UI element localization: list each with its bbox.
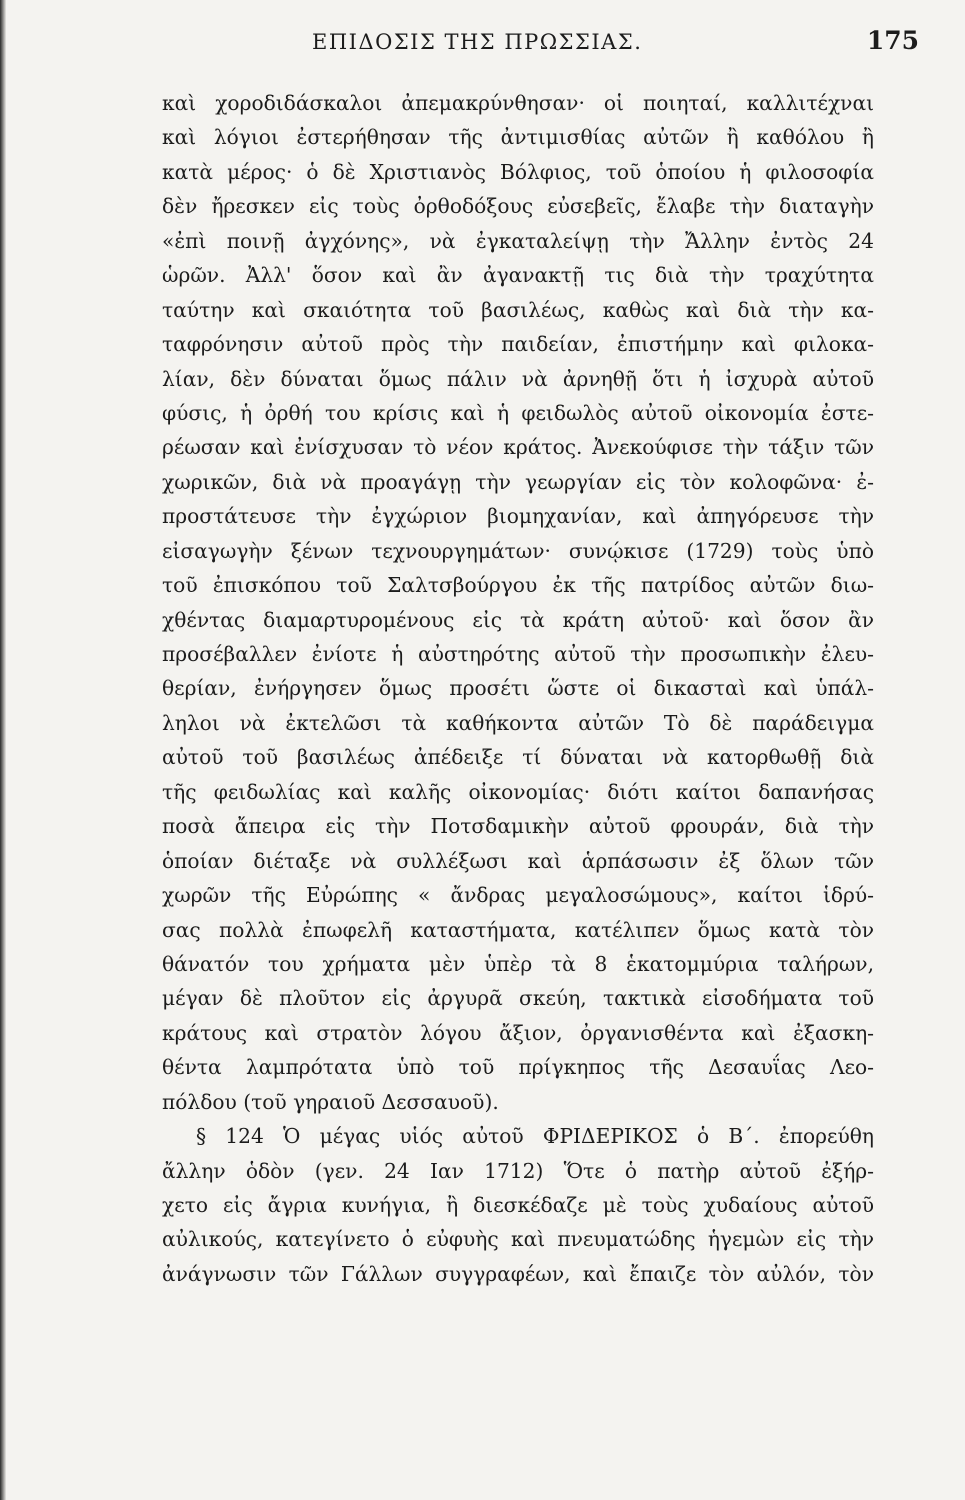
running-head <box>0 26 965 70</box>
text-line: χετο εἰς ἄγρια κυνήγια, ἢ διεσκέδαζε μὲ τοὺς χυδαίους αὐτοῦ <box>162 1193 874 1217</box>
text-line: ποσὰ ἄπειρα εἰς τὴν Ποτσδαμικὴν αὐτοῦ φρουράν, διὰ τὴν <box>162 814 874 839</box>
text-line: εἰσαγωγὴν ξένων τεχνουργημάτων· συνῴκισε (1729) τοὺς ὑπὸ <box>162 538 874 563</box>
text-line: καὶ χοροδιδάσκαλοι ἀπεμακρύνθησαν· οἱ ποιηταί, καλλιτέχναι <box>162 91 874 115</box>
text-line: προστάτευσε τὴν ἐγχώριον βιομηχανίαν, καὶ ἀπηγόρευσε τὴν <box>162 504 874 529</box>
section-heading-line: § 124 Ὁ μέγας υἱός αὐτοῦ ΦΡΙΔΕΡΙΚΟΣ ὁ Β΄. ἐπορεύθη <box>196 1124 874 1149</box>
text-line: θάνατόν του χρήματα μὲν ὑπὲρ τὰ 8 ἑκατομμύρια ταλήρων, <box>162 951 874 976</box>
page-number: 175 <box>866 26 919 55</box>
text-line: κατὰ μέρος· ὁ δὲ Χριστιανὸς Βόλφιος, τοῦ ὁποίου ἡ φιλοσοφία <box>162 159 874 184</box>
text-line: «ἐπὶ ποινῇ ἀγχόνης», νὰ ἐγκαταλείψῃ τὴν Ἄλλην ἐντὸς 24 <box>162 228 874 253</box>
text-line: ρέωσαν καὶ ἐνίσχυσαν τὸ νέον κράτος. Ἀνεκούφισε τὴν τάξιν τῶν <box>162 435 874 460</box>
text-line: τῆς φειδωλίας καὶ καλῆς οἰκονομίας· διότι καίτοι δαπανήσας <box>162 779 874 804</box>
text-line: ὡρῶν. Ἀλλ' ὅσον καὶ ἂν ἀγανακτῇ τις διὰ τὴν τραχύτητα <box>162 263 874 288</box>
text-line: ταύτην καὶ σκαιότητα τοῦ βασιλέως, καθὼς καὶ διὰ τὴν κα- <box>162 297 874 322</box>
text-line: χωρικῶν, διὰ νὰ προαγάγῃ τὴν γεωργίαν εἰς τὸν κολοφῶνα· ἐ- <box>162 469 874 494</box>
text-line: αὐτοῦ τοῦ βασιλέως ἀπέδειξε τί δύναται νὰ κατορθωθῇ διὰ <box>162 745 874 770</box>
text-line: φύσις, ἡ ὀρθή του κρίσις καὶ ἡ φειδωλὸς αὐτοῦ οἰκονομία ἐστε- <box>162 400 874 425</box>
text-line: ταφρόνησιν αὐτοῦ πρὸς τὴν παιδείαν, ἐπιστήμην καὶ φιλοκα- <box>162 332 874 357</box>
text-line: χθέντας διαμαρτυρομένους εἰς τὰ κράτη αὐτοῦ· καὶ ὅσον ἂν <box>162 607 874 632</box>
text-line: δὲν ἤρεσκεν εἰς τοὺς ὀρθοδόξους εὐσεβεῖς, ἔλαβε τὴν διαταγὴν <box>162 194 874 219</box>
text-line: ἄλλην ὁδὸν (γεν. 24 Ιαν 1712) Ὅτε ὁ πατὴρ αὐτοῦ ἐξήρ- <box>162 1158 874 1183</box>
running-head-title: ΕΠΙΔΟΣΙΣ ΤΗΣ ΠΡΩΣΣΙΑΣ. <box>312 30 643 54</box>
text-line: ἀνάγνωσιν τῶν Γάλλων συγγραφέων, καὶ ἔπαιζε τὸν αὐλόν, τὸν <box>162 1261 874 1286</box>
text-line: τοῦ ἐπισκόπου τοῦ Σαλτσβούργου ἐκ τῆς πατρίδος αὐτῶν διω- <box>162 573 874 598</box>
body-text <box>162 86 874 1291</box>
text-line: αὐλικούς, κατεγίνετο ὁ εὐφυὴς καὶ πνευματώδης ἡγεμὼν εἰς τὴν <box>162 1227 874 1252</box>
text-line: σας πολλὰ ἐπωφελῆ καταστήματα, κατέλιπεν ὅμως κατὰ τὸν <box>162 917 874 942</box>
text-line: μέγαν δὲ πλοῦτον εἰς ἀργυρᾶ σκεύη, τακτικὰ εἰσοδήματα τοῦ <box>162 986 874 1011</box>
text-line: πόλδου (τοῦ γηραιοῦ Δεσσαυοῦ). <box>162 1089 499 1114</box>
text-line: προσέβαλλεν ἐνίοτε ἡ αὐστηρότης αὐτοῦ τὴν προσωπικὴν ἐλευ- <box>162 642 874 666</box>
text-line: ληλοι νὰ ἐκτελῶσι τὰ καθήκοντα αὐτῶν Τὸ δὲ παράδειγμα <box>162 710 874 735</box>
text-line: κράτους καὶ στρατὸν λόγου ἄξιον, ὀργανισθέντα καὶ ἐξασκη- <box>162 1020 874 1045</box>
text-line: καὶ λόγιοι ἐστερήθησαν τῆς ἀντιμισθίας αὐτῶν ἢ καθόλου ἢ <box>162 125 874 150</box>
text-line: χωρῶν τῆς Εὐρώπης « ἄνδρας μεγαλοσώμους», καίτοι ἱδρύ- <box>162 883 874 908</box>
text-line: ὁποίαν διέταξε νὰ συλλέξωσι καὶ ἁρπάσωσιν ἐξ ὅλων τῶν <box>162 848 874 873</box>
text-line: λίαν, δὲν δύναται ὅμως πάλιν νὰ ἀρνηθῇ ὅτι ἡ ἰσχυρὰ αὐτοῦ <box>162 366 874 391</box>
text-line: θέντα λαμπρότατα ὑπὸ τοῦ πρίγκηπος τῆς Δεσαυΐας Λεο- <box>162 1055 874 1080</box>
text-line: θερίαν, ἐνήργησεν ὅμως προσέτι ὥστε οἱ δικασταὶ καὶ ὑπάλ- <box>162 676 874 701</box>
